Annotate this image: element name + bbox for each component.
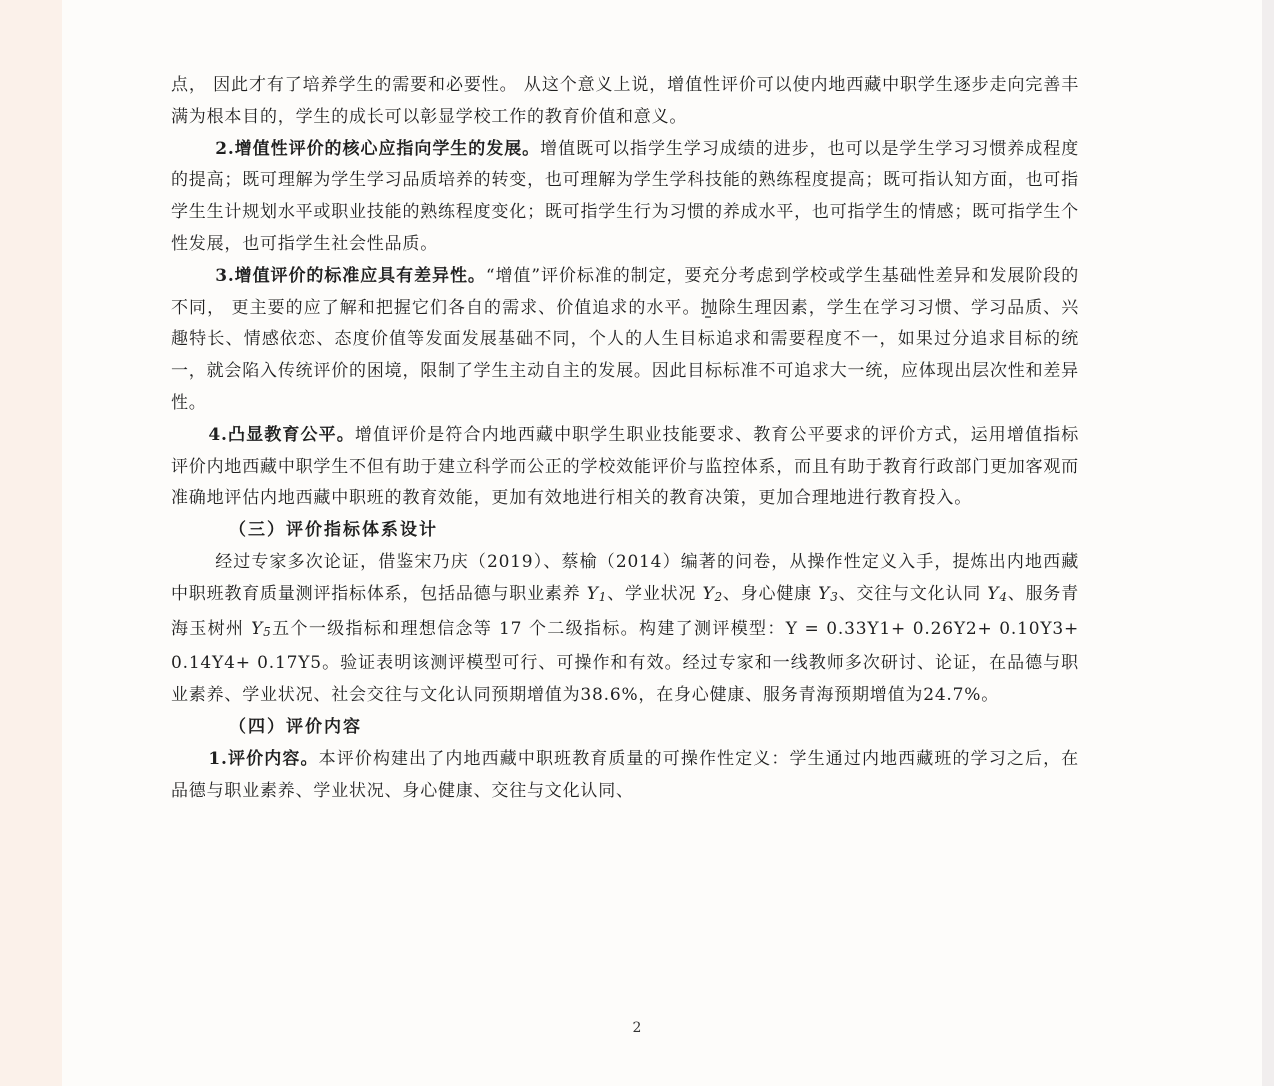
- paragraph-5-part-a: 经过专家多次论证，借鉴宋乃庆（2019）、蔡榆（2014）编著的问卷，从操作性定义入手，提炼出内地西藏中职班教育质量测评指标体系，包括品德与职业素养: [171, 551, 1079, 604]
- scan-margin-left: [0, 0, 62, 1086]
- paragraph-5-part-f: 五个一级指标和理想信念等 17 个二级指标。构建了测评模型：: [271, 618, 786, 639]
- var-y5: Y: [251, 618, 264, 639]
- paragraph-3: [171, 261, 1079, 420]
- paragraph-2-body: 增值既可以指学生学习成绩的进步，也可以是学生学习习惯养成程度的提高；既可理解为学生学习品质培养的转变，也可理解为学生学科技能的熟练程度提高；既可指认知方面，也可指学生生计规划水平或职业技能的熟练程度变化；既可指学生行为习惯的养成水平，也可指学生的情感；既可指学生个性发展，也可指学生社会性品质。: [171, 138, 1080, 254]
- var-y4-sub: 4: [999, 589, 1008, 604]
- document-body: [171, 70, 1079, 807]
- paragraph-5-part-b: 、学业状况: [607, 583, 703, 604]
- scan-margin-right: [1262, 0, 1274, 1086]
- paragraph-6-body: 本评价构建出了内地西藏中职班教育质量的可操作性定义：学生通过内地西藏班的学习之后，在品德与职业素养、学业状况、身心健康、交往与文化认同、: [171, 748, 1079, 801]
- formula: Y = 0.33Y1+ 0.26Y2+ 0.10Y3+ 0.14Y4+ 0.17Y5。: [171, 618, 1080, 674]
- paragraph-5-part-e: 、服务青海玉树州: [171, 583, 1079, 639]
- paragraph-4: [171, 420, 1079, 515]
- section-heading-4: （四）评价内容: [229, 716, 362, 737]
- paragraph-4-body: 增值评价是符合内地西藏中职学生职业技能要求、教育公平要求的评价方式，运用增值指标评价内地西藏中职学生不但有助于建立科学而公正的学校效能评价与监控体系，而且有助于教育行政部门更加客观而准确地评估内地西藏中职班的教育效能，更加有效地进行相关的教育决策，更加合理地进行教育投入。: [171, 424, 1080, 509]
- paragraph-3-body: “增值”评价标准的制定，要充分考虑到学校或学生基础性差异和发展阶段的不同， 更主要的应了解和把握它们各自的需求、价值追求的水平。抛除生理因素，学生在学习习惯、学习品质、兴趣特长、情感依恋、态度价值等发面发展基础不同，个人的人生目标追求和需要程度不一，如果过分追求目标的统一，就会陷入传统评价的困境，限制了学生主动自主的发展。因此目标标准不可追求大一统，应体现出层次性和差异性。: [171, 265, 1079, 413]
- paragraph-1: 点， 因此才有了培养学生的需要和必要性。 从这个意义上说，增值性评价可以使内地西藏中职学生逐步走向完善丰满为根本目的，学生的成长可以彰显学校工作的教育价值和意义。: [171, 75, 1079, 127]
- paragraph-6: [171, 744, 1079, 808]
- var-y3-sub: 3: [830, 589, 839, 604]
- var-y4: Y: [987, 583, 1000, 604]
- paragraph-2-title: 2.增值性评价的核心应指向学生的发展。: [215, 138, 541, 159]
- section-heading-3: （三）评价指标体系设计: [229, 520, 438, 541]
- var-y1-sub: 1: [598, 589, 608, 604]
- paragraph-2: [171, 134, 1079, 261]
- page-number: 2: [632, 1020, 642, 1036]
- paragraph-5-part-d: 、交往与文化认同: [838, 583, 988, 604]
- var-y1: Y: [586, 583, 599, 604]
- paragraph-5-part-g: 验证表明该测评模型可行、可操作和有效。经过专家和一线教师多次研讨、论证，在品德与职业素养、学业状况、社会交往与文化认同预期增值为38.6%，在身心健康、服务青海预期增值为24.7%。: [171, 653, 1079, 706]
- paragraph-5-part-c: 、身心健康: [722, 583, 819, 604]
- var-y2-sub: 2: [714, 589, 723, 604]
- paragraph-4-title: 4.凸显教育公平。: [208, 424, 355, 445]
- var-y5-sub: 5: [263, 624, 272, 639]
- var-y3: Y: [818, 583, 831, 604]
- var-y2: Y: [702, 583, 715, 604]
- paragraph-5: [171, 547, 1079, 712]
- paragraph-3-title: 3.增值评价的标准应具有差异性。: [215, 265, 486, 286]
- paragraph-6-title: 1.评价内容。: [208, 748, 319, 769]
